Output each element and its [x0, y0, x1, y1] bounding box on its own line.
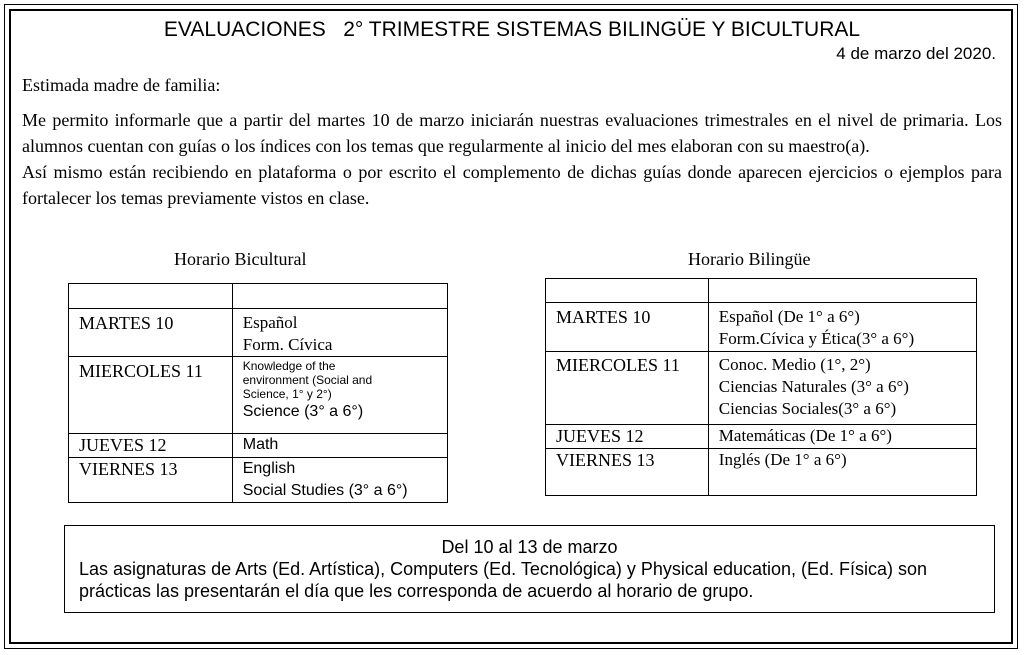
subject: Conoc. Medio (1°, 2°) — [718, 355, 871, 374]
bicultural-schedule-table — [68, 283, 448, 503]
paragraph-2: Así mismo están recibiendo en plataforma o por escrito el complemento de dichas guías donde aparecen ejercicios o ejemplos para fortalecer los temas previamente vistos en clase. — [22, 162, 1002, 208]
paragraph-1: Me permito informarle que a partir del martes 10 de marzo iniciarán nuestras evaluaciones trimestrales en el nivel de primaria. Los alumnos cuentan con guías o los índices con los temas que regularmente al inicio del mes elaboran con su maestro(a). — [22, 110, 1002, 156]
table-cell — [232, 284, 447, 309]
subject: Form. Cívica — [242, 335, 333, 354]
day-cell: MIERCOLES 11 — [546, 352, 709, 425]
subjects-cell — [708, 352, 976, 425]
subjects-cell — [708, 449, 976, 496]
subject: Form.Cívica y Ética(3° a 6°) — [718, 329, 915, 348]
day-cell: MARTES 10 — [546, 303, 709, 352]
subject: Español — [242, 313, 298, 332]
table-cell — [69, 284, 233, 309]
bicultural-schedule-title: Horario Bicultural — [174, 249, 307, 269]
table-row — [69, 357, 448, 434]
letter-body — [22, 107, 1002, 211]
table-cell — [708, 279, 976, 303]
subject: Ciencias Sociales(3° a 6°) — [718, 399, 897, 418]
table-row — [69, 309, 448, 357]
table-row — [546, 425, 977, 449]
day-cell: MIERCOLES 11 — [69, 357, 233, 434]
table-header-row — [546, 279, 977, 303]
bilingue-schedule-table — [545, 278, 977, 496]
notice-box — [64, 525, 995, 613]
notice-heading: Del 10 al 13 de marzo — [441, 537, 618, 557]
subject: Inglés (De 1° a 6°) — [718, 450, 847, 469]
subject: Knowledge of the — [242, 359, 336, 373]
table-header-row — [69, 284, 448, 309]
notice-text: Las asignaturas de Arts (Ed. Artística), Computers (Ed. Tecnológica) y Physical education, (Ed. Física) son prácticas las presentarán el día que les corresponda de acuerdo al horario de grupo. — [79, 559, 928, 601]
subjects-cell — [232, 434, 447, 458]
subject: Matemáticas (De 1° a 6°) — [718, 426, 892, 445]
greeting: Estimada madre de familia: — [22, 75, 221, 95]
table-row — [546, 352, 977, 425]
subject: Math — [242, 436, 279, 453]
subjects-cell — [232, 458, 447, 503]
table-row — [69, 458, 448, 503]
subject: English — [242, 460, 296, 477]
table-cell — [546, 279, 709, 303]
subjects-cell — [708, 303, 976, 352]
day-cell: MARTES 10 — [69, 309, 233, 357]
subject: environment (Social and — [242, 373, 373, 387]
subject: Social Studies (3° a 6°) — [242, 482, 408, 499]
subjects-cell — [708, 425, 976, 449]
table-row — [69, 434, 448, 458]
bilingue-schedule-title: Horario Bilingüe — [688, 249, 811, 269]
subject: Science (3° a 6°) — [242, 403, 364, 420]
subject: Español (De 1° a 6°) — [718, 307, 860, 326]
day-cell: JUEVES 12 — [69, 434, 233, 458]
subjects-cell — [232, 309, 447, 357]
subject: Science, 1° y 2°) — [242, 387, 332, 401]
day-cell: VIERNES 13 — [546, 449, 709, 496]
day-cell: VIERNES 13 — [69, 458, 233, 503]
table-row — [546, 303, 977, 352]
subjects-cell — [232, 357, 447, 434]
document-title: EVALUACIONES 2° TRIMESTRE SISTEMAS BILINGÜE Y BICULTURAL — [163, 18, 861, 41]
subject: Ciencias Naturales (3° a 6°) — [718, 377, 909, 396]
document-date: 4 de marzo del 2020. — [836, 44, 996, 63]
day-cell: JUEVES 12 — [546, 425, 709, 449]
table-row — [546, 449, 977, 496]
